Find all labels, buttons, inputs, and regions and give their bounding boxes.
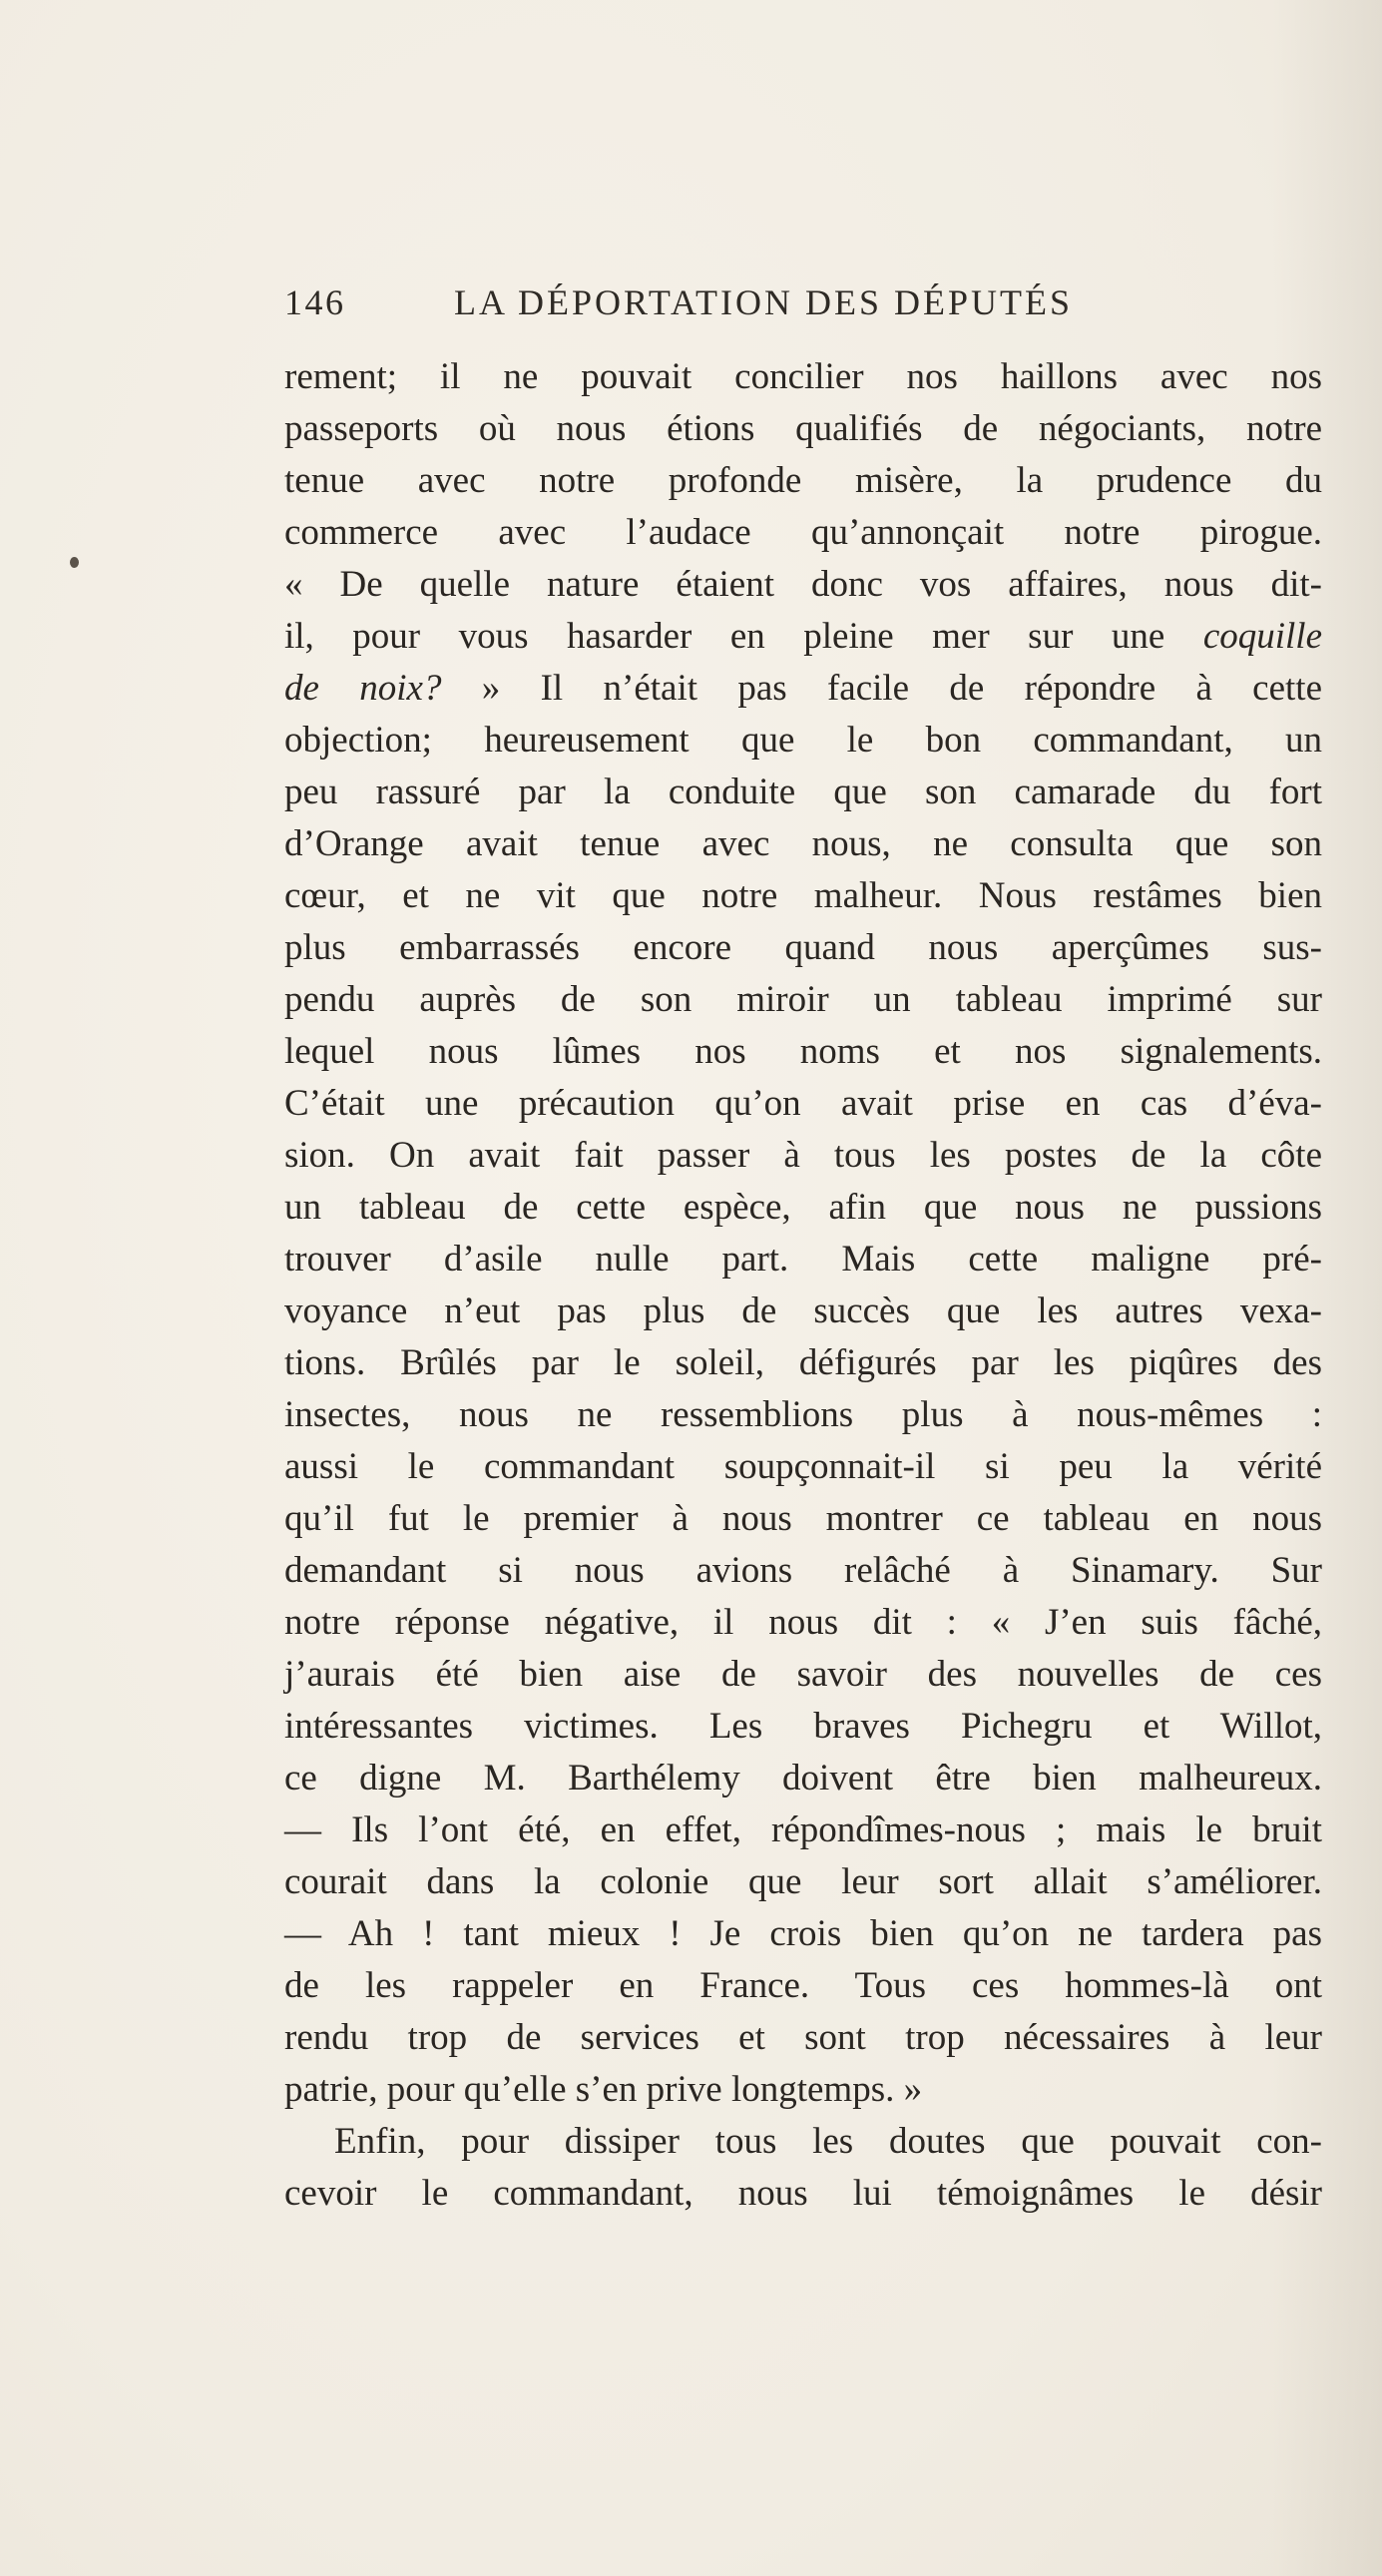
text-line [284,1286,1322,1337]
line-text: plus embarrassés encore quand nous aperçûmes sus- [284,927,1322,968]
line-text: un tableau de cette espèce, afin que nous ne pussions [284,1187,1322,1228]
text-line [284,767,1322,818]
text-line [284,1078,1322,1130]
line-text: courait dans la colonie que leur sort allait s’améliorer. [284,1861,1322,1902]
line-text: « De quelle nature étaient donc vos affaires, nous dit- [284,564,1322,605]
text-line [284,1337,1322,1389]
running-head [284,281,1177,331]
line-text: voyance n’eut pas plus de succès que les autres vexa- [284,1290,1322,1331]
text-line [284,1026,1322,1078]
line-text: trouver d’asile nulle part. Mais cette maligne pré- [284,1239,1322,1280]
italic-text: de noix? [284,668,442,709]
line-text: tions. Brûlés par le soleil, défigurés par les piqûres des [284,1342,1322,1383]
text-line [284,2116,1322,2168]
text-line [284,1234,1322,1286]
line-text: sion. On avait fait passer à tous les postes de la côte [284,1135,1322,1176]
text-line [284,611,1322,663]
line-text: C’était une précaution qu’on avait prise en cas d’éva- [284,1083,1322,1124]
text-line [284,1908,1322,1960]
text-line [284,403,1322,455]
text-line [284,870,1322,922]
body-text [284,351,1322,2220]
text-line [284,2168,1322,2220]
text-line [284,1389,1322,1441]
line-text: commerce avec l’audace qu’annonçait notre pirogue. [284,512,1322,553]
text-line [284,1493,1322,1545]
text-line [284,663,1322,715]
text-line [284,715,1322,767]
line-text: peu rassuré par la conduite que son camarade du fort [284,772,1322,812]
text-line [284,1856,1322,1908]
running-title: LA DÉPORTATION DES DÉPUTÉS [454,282,1073,322]
line-text: patrie, pour qu’elle s’en prive longtemps. » [284,2069,923,2110]
line-text: rement; il ne pouvait concilier nos haillons avec nos [284,356,1322,397]
text-line [284,1753,1322,1804]
text-line [284,1804,1322,1856]
line-text: d’Orange avait tenue avec nous, ne consulta que son [284,823,1322,864]
line-text: passeports où nous étions qualifiés de négociants, notre [284,408,1322,449]
line-text: Enfin, pour dissiper tous les doutes que pouvait con- [334,2121,1322,2162]
line-text: objection; heureusement que le bon commandant, un [284,720,1322,761]
line-text: demandant si nous avions relâché à Sinamary. Sur [284,1550,1322,1591]
text-line [284,507,1322,559]
line-text: j’aurais été bien aise de savoir des nouvelles de ces [284,1654,1322,1695]
line-text: rendu trop de services et sont trop nécessaires à leur [284,2017,1322,2058]
line-text: qu’il fut le premier à nous montrer ce tableau en nous [284,1498,1322,1539]
line-text: pendu auprès de son miroir un tableau imprimé sur [284,979,1322,1020]
text-line [284,1960,1322,2012]
line-text: insectes, nous ne ressemblions plus à nous-mêmes : [284,1394,1322,1435]
line-text: cœur, et ne vit que notre malheur. Nous restâmes bien [284,875,1322,916]
text-line [284,455,1322,507]
line-text: de les rappeler en France. Tous ces hommes-là ont [284,1965,1322,2006]
line-text: il, pour vous hasarder en pleine mer sur une [284,616,1203,657]
text-line [284,559,1322,611]
line-text: notre réponse négative, il nous dit : « J’en suis fâché, [284,1602,1322,1643]
text-line [284,922,1322,974]
text-line [284,1701,1322,1753]
line-text: intéressantes victimes. Les braves Pichegru et Willot, [284,1706,1322,1747]
line-text: lequel nous lûmes nos noms et nos signalements. [284,1031,1322,1072]
text-line [284,1597,1322,1649]
text-line [284,1545,1322,1597]
line-text: tenue avec notre profonde misère, la prudence du [284,460,1322,501]
ink-speck [70,557,79,568]
line-text: — Ils l’ont été, en effet, répondîmes-nous ; mais le bruit [284,1809,1322,1850]
line-text: cevoir le commandant, nous lui témoignâmes le désir [284,2173,1322,2214]
text-line [284,818,1322,870]
text-line [284,1649,1322,1701]
text-line [284,351,1322,403]
line-text: ce digne M. Barthélemy doivent être bien malheureux. [284,1758,1322,1799]
line-text: — Ah ! tant mieux ! Je crois bien qu’on ne tardera pas [284,1913,1322,1954]
text-line [284,1182,1322,1234]
text-line [284,1441,1322,1493]
text-line [284,974,1322,1026]
italic-text: coquille [1202,616,1322,657]
text-line [284,1130,1322,1182]
text-line [284,2064,1322,2116]
line-text: aussi le commandant soupçonnait-il si peu la vérité [284,1446,1322,1487]
page-number: 146 [284,282,346,322]
line-text: » Il n’était pas facile de répondre à cette [441,668,1323,709]
text-line [284,2012,1322,2064]
